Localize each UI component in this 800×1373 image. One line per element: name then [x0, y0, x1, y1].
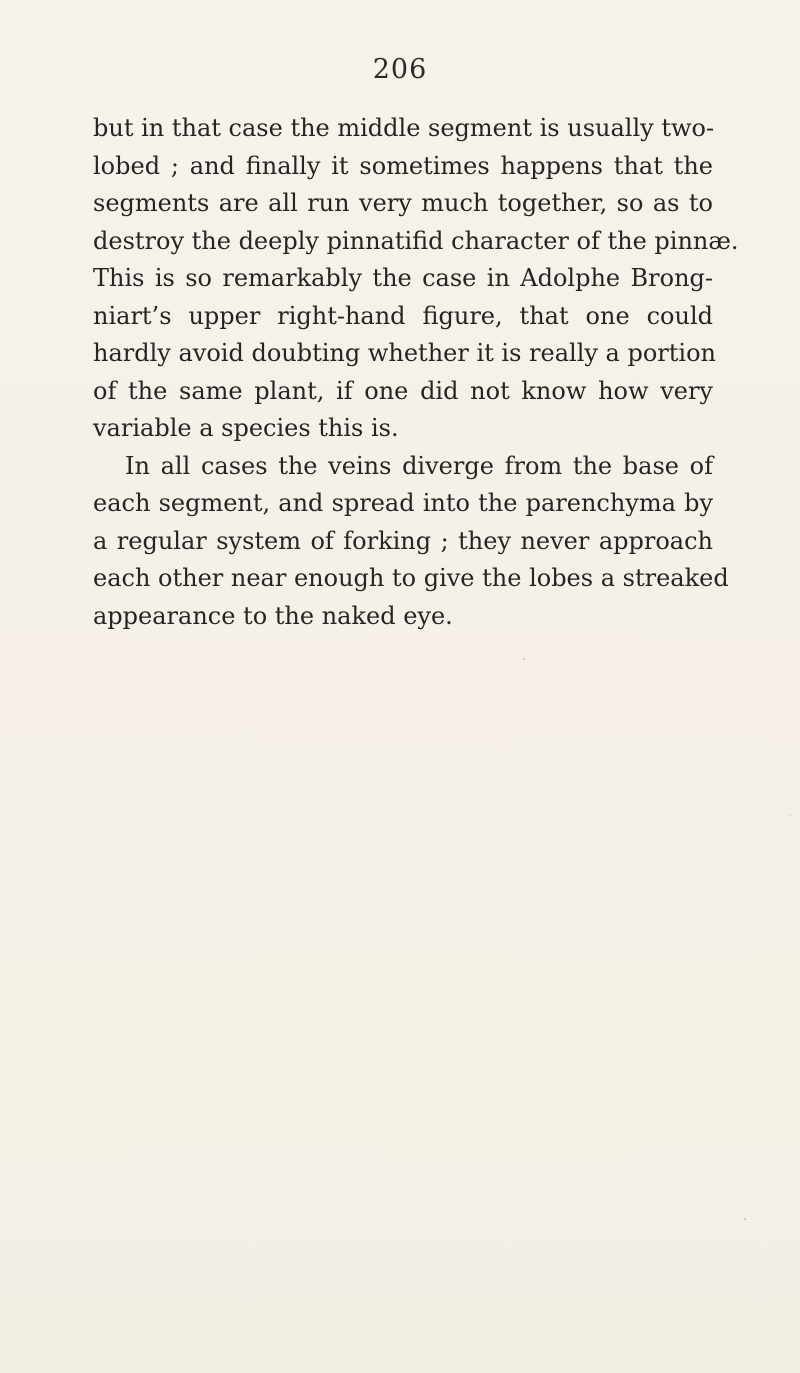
- paper-speck: [790, 814, 791, 817]
- text-line-10: In all cases the veins diverge from the base of: [125, 451, 713, 480]
- paper-speck: [744, 1218, 746, 1220]
- text-line-3: segments are all run very much together, so as to: [93, 189, 713, 217]
- text-line-13: each other near enough to give the lobes a streaked: [93, 564, 729, 592]
- text-line-4: destroy the deeply pinnatifid character of the pinnæ.: [93, 226, 739, 255]
- text-line-1: but in that case the middle segment is usually two-: [93, 114, 715, 142]
- text-line-5: This is so remarkably the case in Adolphe Brong-: [93, 264, 713, 292]
- text-line-14: appearance to the naked eye.: [93, 601, 453, 630]
- page-number: 206: [372, 54, 428, 85]
- text-line-11: each segment, and spread into the parenchyma by: [93, 489, 713, 517]
- text-line-12: a regular system of forking ; they never approach: [93, 526, 713, 555]
- text-line-8: of the same plant, if one did not know how very: [93, 376, 713, 405]
- text-line-6: niart’s upper right-hand figure, that one could: [93, 301, 713, 330]
- text-line-2: lobed ; and finally it sometimes happens that the: [93, 151, 713, 180]
- body-text: [93, 110, 739, 635]
- paper-speck: [523, 658, 525, 660]
- text-line-7: hardly avoid doubting whether it is really a portion: [93, 339, 717, 367]
- text-line-9: variable a species this is.: [93, 414, 399, 442]
